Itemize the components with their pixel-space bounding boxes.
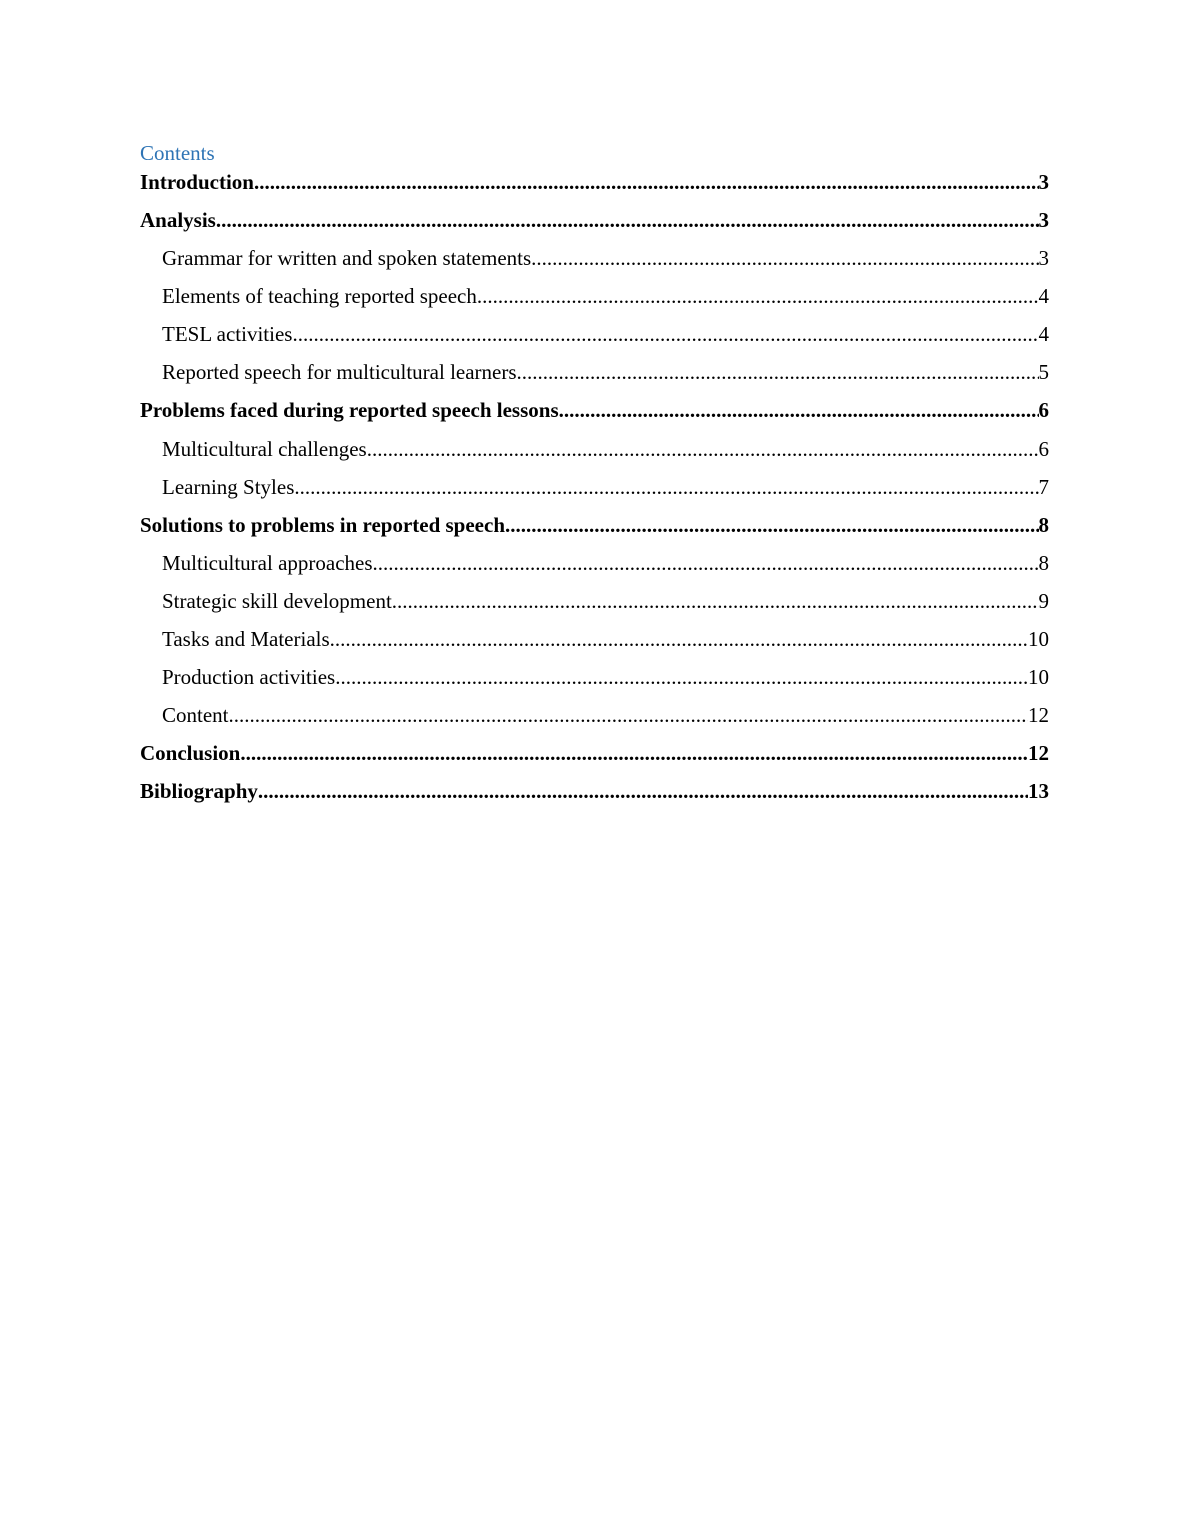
toc-entry[interactable] — [140, 510, 1049, 548]
document-page — [140, 139, 1049, 815]
toc-entry[interactable] — [140, 167, 1049, 205]
toc-entry-title: Tasks and Materials — [162, 627, 330, 652]
toc-entry-page-number: 7 — [1038, 474, 1049, 499]
toc-entry[interactable] — [140, 700, 1049, 738]
toc-entry-page-number: 12 — [1028, 741, 1049, 766]
toc-dot-leader — [294, 472, 1038, 502]
toc-entry[interactable] — [140, 586, 1049, 624]
toc-entry[interactable] — [140, 243, 1049, 281]
toc-entry-title: TESL activities — [162, 322, 293, 347]
toc-entry[interactable] — [140, 662, 1049, 700]
toc-entry[interactable] — [140, 205, 1049, 243]
toc-entry-title: Bibliography — [140, 779, 258, 804]
toc-entry-title: Analysis — [140, 208, 216, 232]
toc-entry-page-number: 10 — [1028, 665, 1049, 690]
toc-entry[interactable] — [140, 281, 1049, 319]
toc-entry-title: Elements of teaching reported speech — [162, 284, 477, 309]
toc-dot-leader — [531, 243, 1038, 273]
toc-entry[interactable] — [140, 776, 1049, 814]
toc-entry-page-number: 12 — [1028, 703, 1049, 728]
toc-entry-title: Solutions to problems in reported speech — [140, 512, 505, 537]
toc-dot-leader — [292, 319, 1038, 349]
toc-dot-leader — [477, 281, 1039, 311]
toc-entry[interactable] — [140, 738, 1049, 776]
toc-entry-page-number: 8 — [1038, 512, 1049, 537]
toc-entry-title: Problems faced during reported speech lessons — [140, 398, 559, 423]
toc-entry-page-number: 6 — [1038, 436, 1049, 461]
toc-entry-title: Production activities — [162, 665, 336, 690]
toc-dot-leader — [559, 395, 1039, 425]
toc-entry[interactable] — [140, 472, 1049, 510]
toc-entry-title: Multicultural approaches — [162, 550, 373, 575]
toc-heading: Contents — [140, 141, 215, 165]
toc-entry-title: Content — [162, 703, 229, 728]
toc-entry-title: Reported speech for multicultural learners — [162, 360, 517, 385]
toc-entry[interactable] — [140, 395, 1049, 433]
toc-dot-leader — [254, 167, 1039, 197]
toc-entry[interactable] — [140, 624, 1049, 662]
toc-dot-leader — [373, 548, 1039, 578]
toc-dot-leader — [240, 738, 1028, 768]
toc-entry-page-number: 4 — [1038, 284, 1049, 309]
toc-dot-leader — [392, 586, 1039, 616]
toc-entry-title: Conclusion — [140, 741, 241, 766]
toc-entry-page-number: 10 — [1028, 627, 1049, 652]
toc-dot-leader — [335, 662, 1028, 692]
toc-entry-title: Introduction — [140, 170, 254, 194]
toc-dot-leader — [505, 510, 1039, 540]
toc-entry-page-number: 6 — [1038, 398, 1049, 423]
toc-entry-title: Grammar for written and spoken statements — [162, 246, 532, 271]
toc-dot-leader — [330, 624, 1028, 654]
toc-entry[interactable] — [140, 357, 1049, 395]
toc-entry-page-number: 5 — [1038, 360, 1049, 385]
toc-entry-page-number: 3 — [1038, 208, 1049, 232]
toc-dot-leader — [367, 434, 1039, 464]
toc-entry[interactable] — [140, 434, 1049, 472]
toc-list — [140, 167, 1049, 815]
toc-entry-page-number: 3 — [1038, 170, 1049, 194]
toc-dot-leader — [258, 776, 1028, 806]
toc-entry[interactable] — [140, 548, 1049, 586]
toc-entry-page-number: 8 — [1038, 550, 1049, 575]
toc-entry-title: Learning Styles — [162, 474, 295, 499]
toc-entry-title: Multicultural challenges — [162, 436, 367, 461]
toc-dot-leader — [216, 205, 1039, 235]
toc-entry-page-number: 9 — [1038, 588, 1049, 613]
toc-entry-page-number: 4 — [1038, 322, 1049, 347]
toc-entry-title: Strategic skill development — [162, 588, 392, 613]
toc-entry-page-number: 13 — [1028, 779, 1049, 804]
toc-dot-leader — [517, 357, 1039, 387]
toc-dot-leader — [229, 700, 1029, 730]
toc-entry-page-number: 3 — [1038, 246, 1049, 271]
toc-entry[interactable] — [140, 319, 1049, 357]
